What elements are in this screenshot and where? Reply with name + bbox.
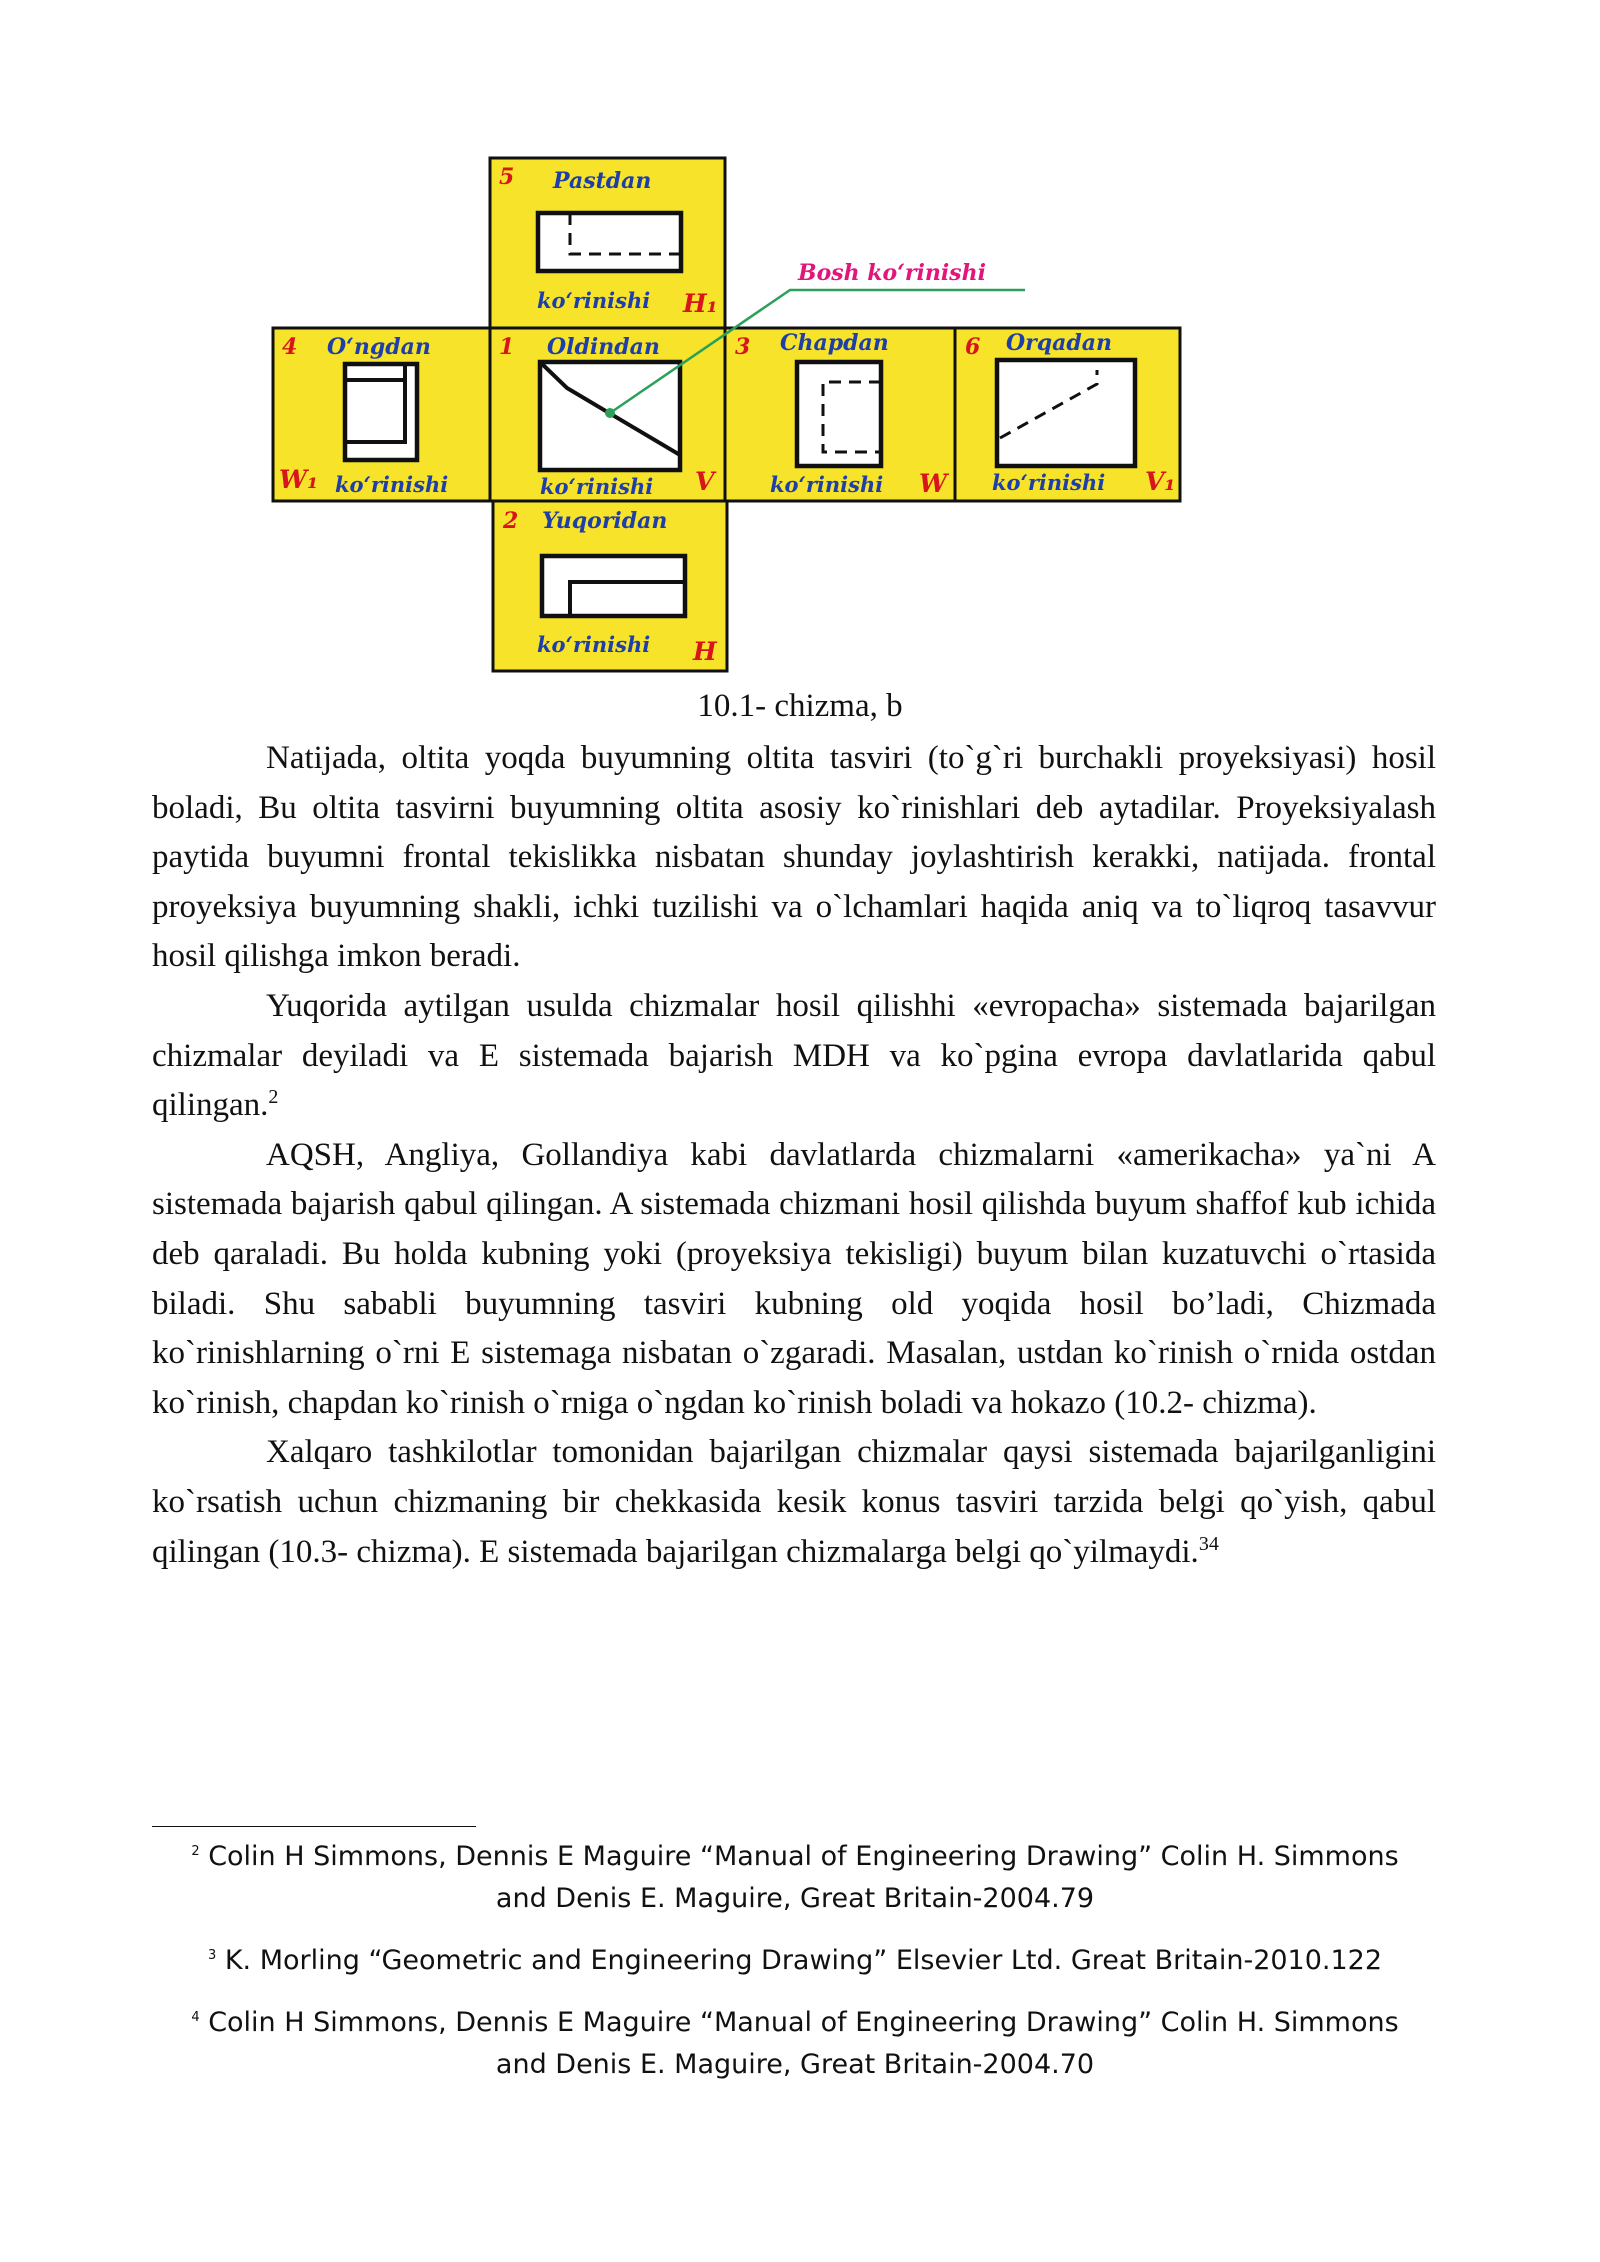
face-number: 2 — [503, 508, 519, 534]
face-sub: ko‘rinishi — [540, 474, 654, 499]
face-sub: ko‘rinishi — [537, 632, 651, 657]
paragraph-3 — [152, 1131, 1436, 1429]
body-text — [152, 734, 1436, 1577]
paragraph-text: Xalqaro tashkilotlar tomonidan bajarilgan chizmalar qaysi sistemada bajarilganligini ko`rsatish uchun chizmaning bir chekkasida kesik konus tasviri tarzida belgi qo`yish, qabul qilingan (10.3- chizma). E sistemada bajarilgan chizmalarga belgi qo`yilmaydi. — [152, 1434, 1436, 1570]
face-name: Chapdan — [780, 330, 889, 356]
face-number: 1 — [499, 334, 515, 360]
face-sub: ko‘rinishi — [770, 472, 884, 497]
paragraph-1 — [152, 734, 1436, 982]
face-name: O‘ngdan — [327, 334, 431, 360]
face-ongdan — [273, 328, 490, 501]
footnote-number: 3 — [207, 1948, 217, 1963]
face-letter: H — [693, 637, 717, 666]
footnote-ref[interactable]: 2 — [268, 1086, 279, 1109]
face-number: 5 — [499, 164, 515, 190]
face-number: 6 — [965, 334, 981, 360]
view-shape-pastdan — [538, 213, 681, 271]
face-letter: W — [919, 469, 948, 498]
face-number: 3 — [735, 334, 751, 360]
footnote-3 — [170, 1940, 1420, 1982]
face-chapdan — [725, 328, 955, 501]
face-letter: H₁ — [683, 289, 718, 318]
face-sub: ko‘rinishi — [537, 288, 651, 313]
view-shape-orqadan — [997, 360, 1135, 466]
face-sub: ko‘rinishi — [335, 472, 449, 497]
footnote-4 — [170, 2002, 1420, 2086]
callout-label: Bosh ko‘rinishi — [798, 260, 986, 286]
face-letter: V — [695, 467, 715, 496]
footnote-number: 2 — [191, 1844, 200, 1859]
face-name: Pastdan — [553, 168, 652, 194]
figure-caption: 10.1- chizma, b — [697, 688, 903, 724]
face-yuqoridan — [493, 501, 727, 671]
face-letter: V₁ — [1145, 467, 1176, 496]
footnote-text: Colin H Simmons, Dennis E Maguire “Manual of Engineering Drawing” Colin H. Simmons and Denis E. Maguire, Great Britain-2004.79 — [208, 1841, 1399, 1914]
face-name: Orqadan — [1006, 330, 1113, 356]
paragraph-text: Natijada, oltita yoqda buyumning oltita tasviri (to`g`ri burchakli proyeksiyasi) hosil boladi, Bu oltita tasvirni buyumning oltita asosiy ko`rinishlari deb aytadilar. Proyeksiyalash paytida buyumni frontal tekislikka nisbatan shunday joylashtirish kerakki, natijada. frontal proyeksiya buyumning shakli, ichki tuzilishi va o`lchamlari haqida aniq va to`liqroq tasavvur hosil qilishga imkon beradi. — [152, 740, 1436, 975]
unfolded-cube-svg — [265, 150, 1205, 680]
face-letter: W₁ — [279, 465, 319, 494]
footnote-text: Colin H Simmons, Dennis E Maguire “Manual of Engineering Drawing” Colin H. Simmons and Denis E. Maguire, Great Britain-2004.70 — [208, 2007, 1399, 2080]
face-pastdan — [490, 158, 725, 328]
six-views-diagram — [265, 150, 1205, 680]
face-sub: ko‘rinishi — [992, 470, 1106, 495]
footnote-separator — [152, 1826, 476, 1827]
view-shape-chapdan — [797, 362, 881, 466]
footnote-2 — [170, 1836, 1420, 1920]
paragraph-text: AQSH, Angliya, Gollandiya kabi davlatlarda chizmalarni «amerikacha» ya`ni A sistemada bajarish qabul qilingan. A sistemada chizmani hosil qilishda buyum shaffof kub ichida deb qaraladi. Bu holda kubning yoki (proyeksiya tekisligi) buyum bilan kuzatuvchi o`rtasida biladi. Shu sababli buyumning tasviri kubning old yoqida hosil bo’ladi, Chizmada ko`rinishlarning o`rni E sistemaga nisbatan o`zgaradi. Masalan, ustdan ko`rinish o`rnida ostdan ko`rinish, chapdan ko`rinish o`rniga o`ngdan ko`rinish boladi va hokazo (10.2- chizma). — [152, 1136, 1436, 1421]
face-name: Oldindan — [547, 334, 660, 360]
callout-dot — [605, 408, 615, 418]
paragraph-2 — [152, 982, 1436, 1131]
face-orqadan — [955, 328, 1180, 501]
footnote-number: 4 — [191, 2010, 200, 2025]
view-shape-yuqoridan — [542, 556, 685, 616]
face-number: 4 — [282, 334, 298, 360]
face-name: Yuqoridan — [542, 508, 668, 534]
paragraph-4 — [152, 1428, 1436, 1577]
footnote-ref[interactable]: 34 — [1198, 1532, 1219, 1555]
paragraph-text: Yuqorida aytilgan usulda chizmalar hosil qilishhi «evropacha» sistemada bajarilgan chizmalar deyiladi va E sistemada bajarish MDH va ko`pgina evropa davlatlarida qabul qilingan. — [152, 987, 1436, 1124]
footnote-text: K. Morling “Geometric and Engineering Drawing” Elsevier Ltd. Great Britain-2010.122 — [224, 1945, 1383, 1976]
footnotes — [170, 1836, 1420, 2106]
